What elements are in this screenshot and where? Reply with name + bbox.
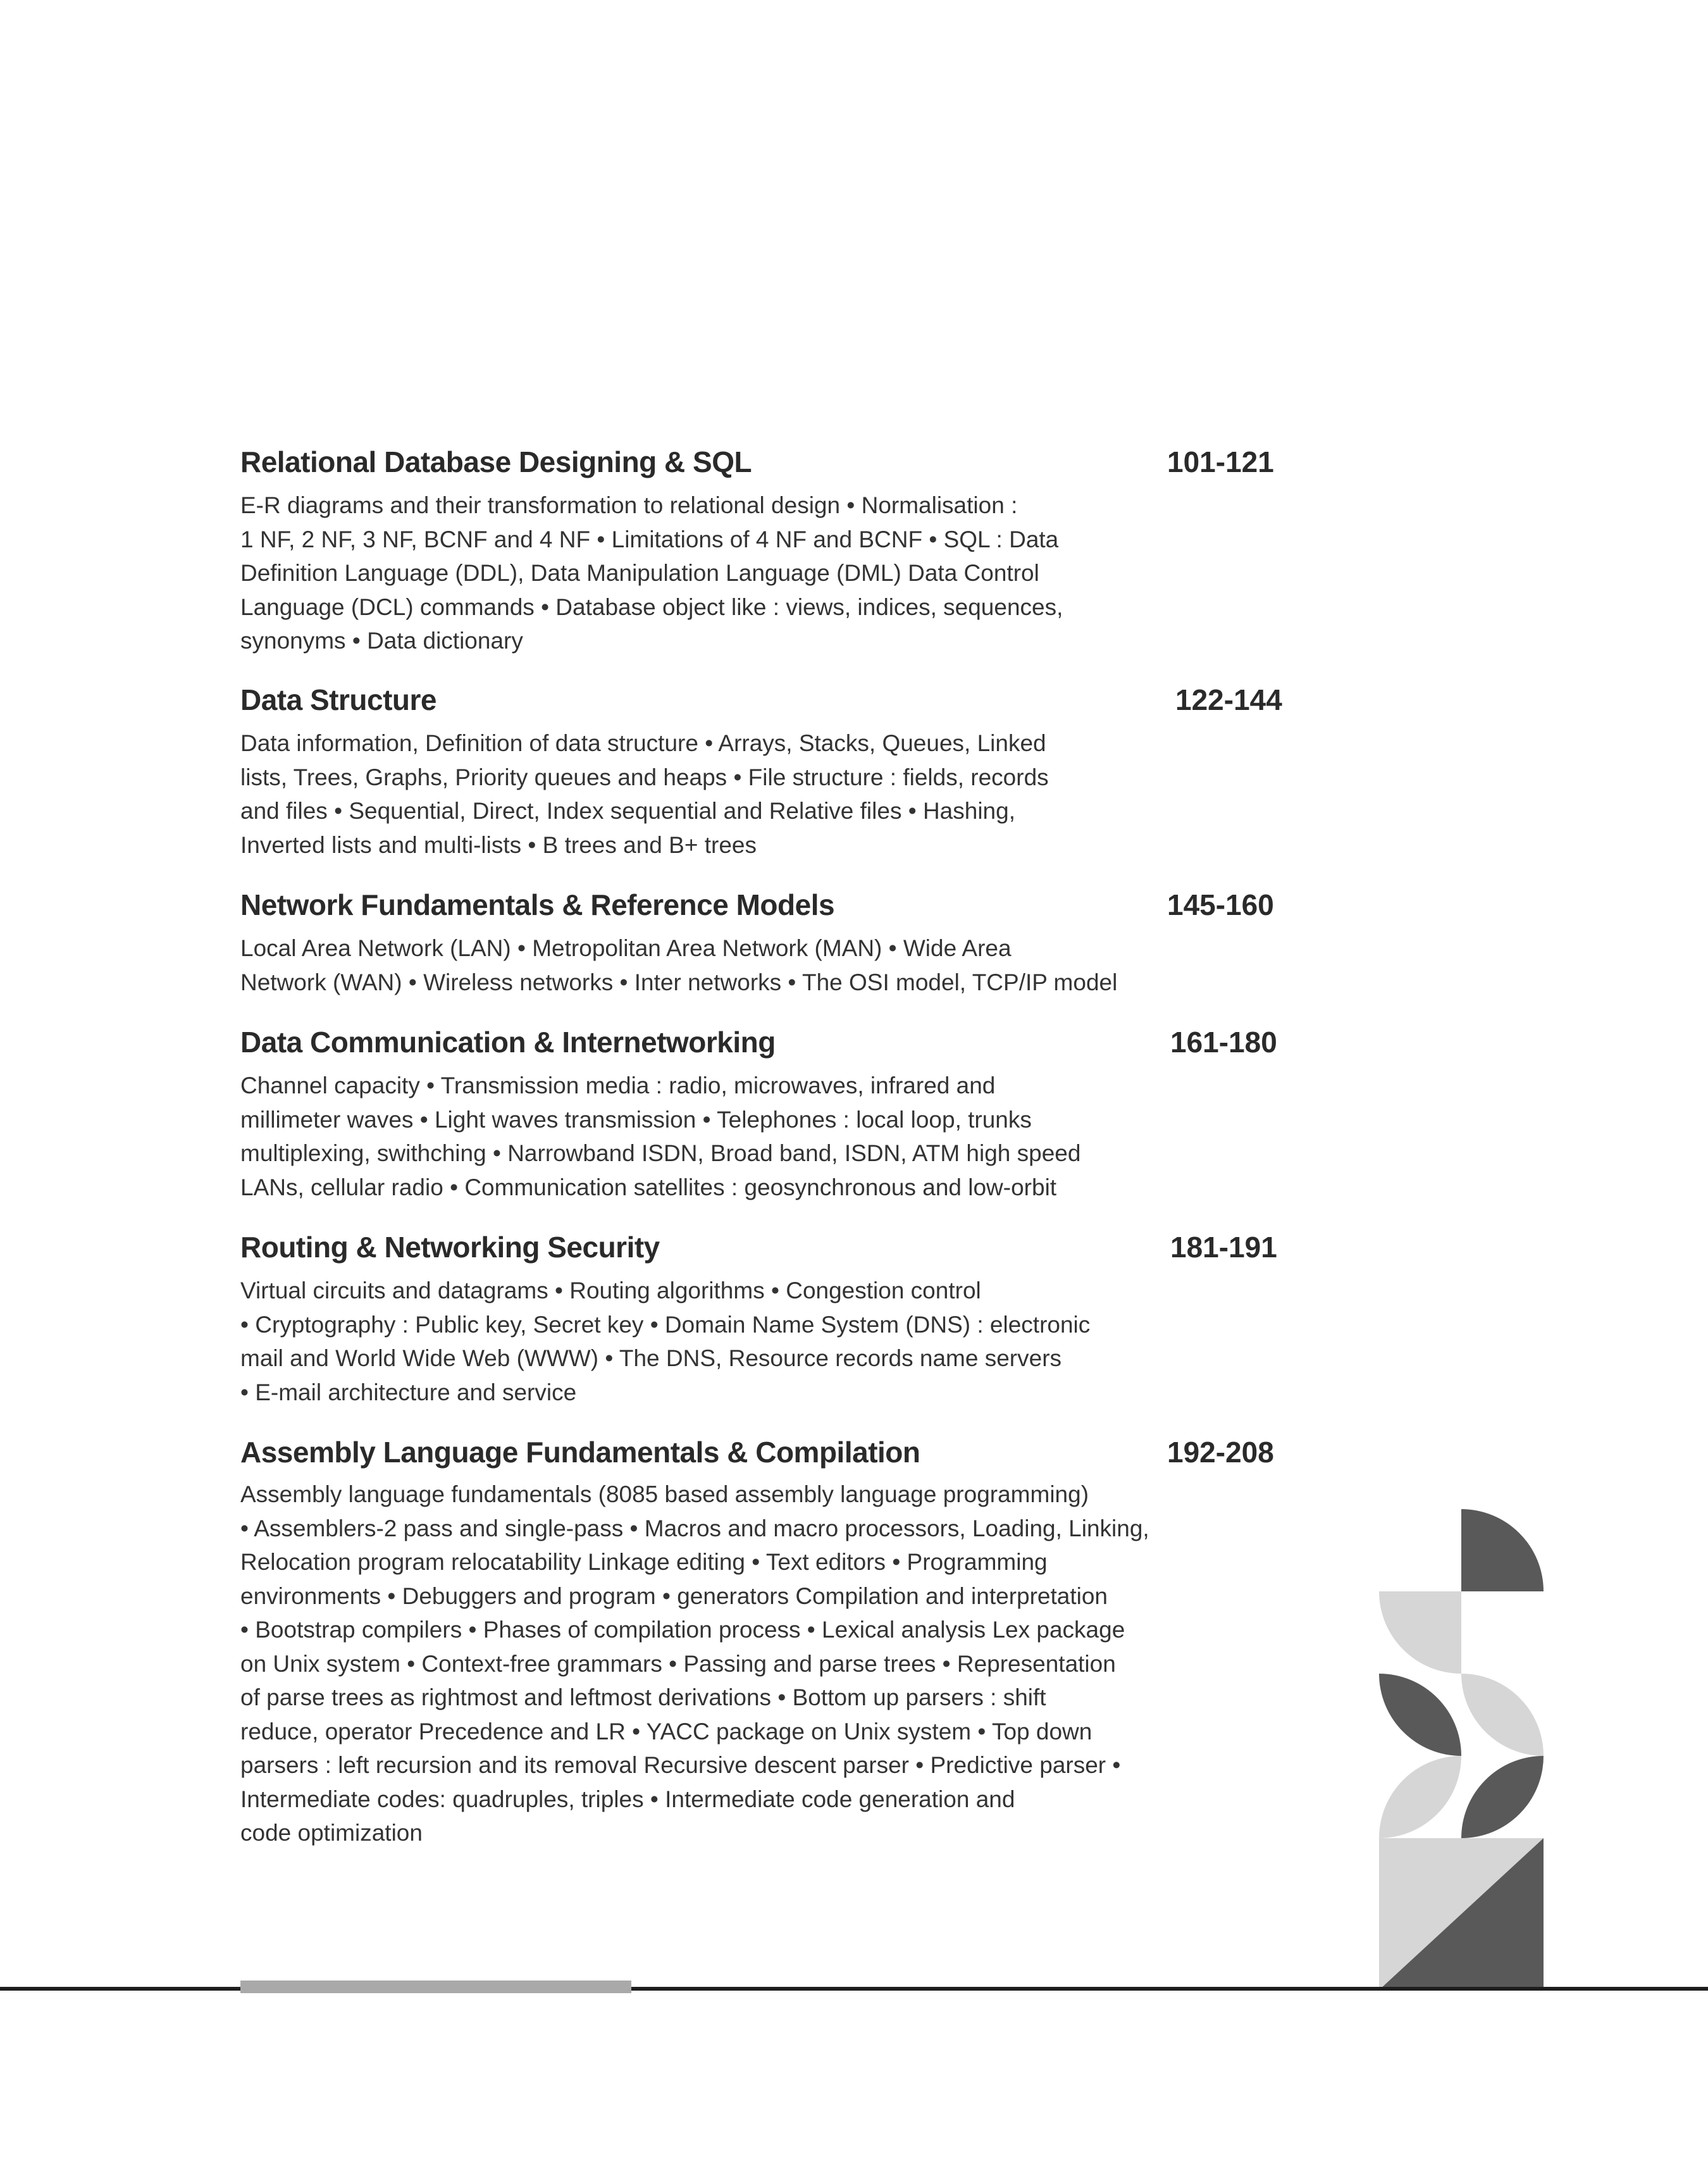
topic-line: of parse trees as rightmost and leftmost derivations • Bottom up parsers : shift — [240, 1684, 1046, 1710]
dark-quarter-circle-shape — [1461, 1509, 1544, 1591]
bottom-accent-bar — [240, 1981, 631, 1993]
topic-line: parsers : left recursion and its removal Recursive descent parser • Predictive parser • — [240, 1752, 1121, 1778]
topic-line: LANs, cellular radio • Communication satellites : geosynchronous and low-orbit — [240, 1174, 1057, 1200]
topic-line: Relocation program relocatability Linkage editing • Text editors • Programming — [240, 1549, 1048, 1575]
chapter-topics — [240, 488, 1189, 658]
page-range: 161-180 — [1170, 1026, 1277, 1059]
topic-line: Data information, Definition of data structure • Arrays, Stacks, Queues, Linked — [240, 730, 1046, 756]
light-leaf-shape — [1461, 1674, 1544, 1756]
chapter-topics — [240, 1477, 1189, 1850]
chapter-title: Relational Database Designing & SQL — [240, 445, 752, 478]
topic-line: 1 NF, 2 NF, 3 NF, BCNF and 4 NF • Limitations of 4 NF and BCNF • SQL : Data — [240, 526, 1059, 552]
topic-line: Local Area Network (LAN) • Metropolitan Area Network (MAN) • Wide Area — [240, 935, 1012, 961]
page-range: 181-191 — [1170, 1231, 1277, 1264]
topic-line: on Unix system • Context-free grammars • Passing and parse trees • Representation — [240, 1650, 1116, 1677]
decorative-geometric-graphic — [1379, 1509, 1544, 1990]
topic-line: mail and World Wide Web (WWW) • The DNS, Resource records name servers — [240, 1345, 1062, 1371]
topic-line: and files • Sequential, Direct, Index sequential and Relative files • Hashing, — [240, 798, 1015, 824]
topic-line: • Cryptography : Public key, Secret key • Domain Name System (DNS) : electronic — [240, 1311, 1091, 1338]
topic-line: • Bootstrap compilers • Phases of compilation process • Lexical analysis Lex package — [240, 1617, 1125, 1643]
topic-line: lists, Trees, Graphs, Priority queues and heaps • File structure : fields, records — [240, 764, 1049, 790]
chapter-topics — [240, 931, 1189, 999]
chapter-title: Data Communication & Internetworking — [240, 1026, 776, 1059]
topic-line: Assembly language fundamentals (8085 based assembly language programming) — [240, 1481, 1089, 1507]
page-range: 145-160 — [1167, 888, 1274, 921]
light-leaf-shape — [1379, 1756, 1461, 1838]
topic-line: E-R diagrams and their transformation to relational design • Normalisation : — [240, 492, 1018, 518]
chapter-topics — [240, 1069, 1189, 1204]
chapter-topics — [240, 726, 1189, 862]
chapter-title: Assembly Language Fundamentals & Compilation — [240, 1436, 920, 1469]
topic-line: multiplexing, swithching • Narrowband ISDN, Broad band, ISDN, ATM high speed — [240, 1140, 1081, 1166]
topic-line: • E-mail architecture and service — [240, 1379, 577, 1405]
topic-line: code optimization — [240, 1820, 423, 1846]
chapter-title: Data Structure — [240, 683, 436, 716]
dark-leaf-shape — [1461, 1756, 1544, 1838]
topic-line: environments • Debuggers and program • generators Compilation and interpretation — [240, 1583, 1108, 1609]
topic-line: synonyms • Data dictionary — [240, 628, 523, 654]
topic-line: Virtual circuits and datagrams • Routing algorithms • Congestion control — [240, 1278, 981, 1303]
topic-line: Language (DCL) commands • Database object like : views, indices, sequences, — [240, 594, 1063, 620]
dark-leaf-shape — [1379, 1674, 1461, 1756]
page-range: 122-144 — [1175, 683, 1282, 716]
topic-line: Intermediate codes: quadruples, triples • Intermediate code generation and — [240, 1786, 1015, 1812]
topic-line: Inverted lists and multi-lists • B trees and B+ trees — [240, 831, 757, 858]
topic-line: • Assemblers-2 pass and single-pass • Macros and macro processors, Loading, Linking, — [240, 1515, 1149, 1541]
page-range: 192-208 — [1167, 1436, 1274, 1469]
topic-line: Definition Language (DDL), Data Manipulation Language (DML) Data Control — [240, 560, 1039, 586]
chapter-title: Network Fundamentals & Reference Models — [240, 888, 835, 921]
page-range: 101-121 — [1167, 445, 1274, 478]
topic-line: reduce, operator Precedence and LR • YACC package on Unix system • Top down — [240, 1718, 1092, 1745]
topic-line: Channel capacity • Transmission media : radio, microwaves, infrared and — [240, 1073, 996, 1098]
chapter-title: Routing & Networking Security — [240, 1231, 660, 1264]
topic-line: millimeter waves • Light waves transmission • Telephones : local loop, trunks — [240, 1106, 1032, 1133]
topic-line: Network (WAN) • Wireless networks • Inter networks • The OSI model, TCP/IP model — [240, 969, 1118, 995]
light-quarter-circle-shape — [1379, 1591, 1461, 1674]
chapter-topics — [240, 1274, 1189, 1409]
